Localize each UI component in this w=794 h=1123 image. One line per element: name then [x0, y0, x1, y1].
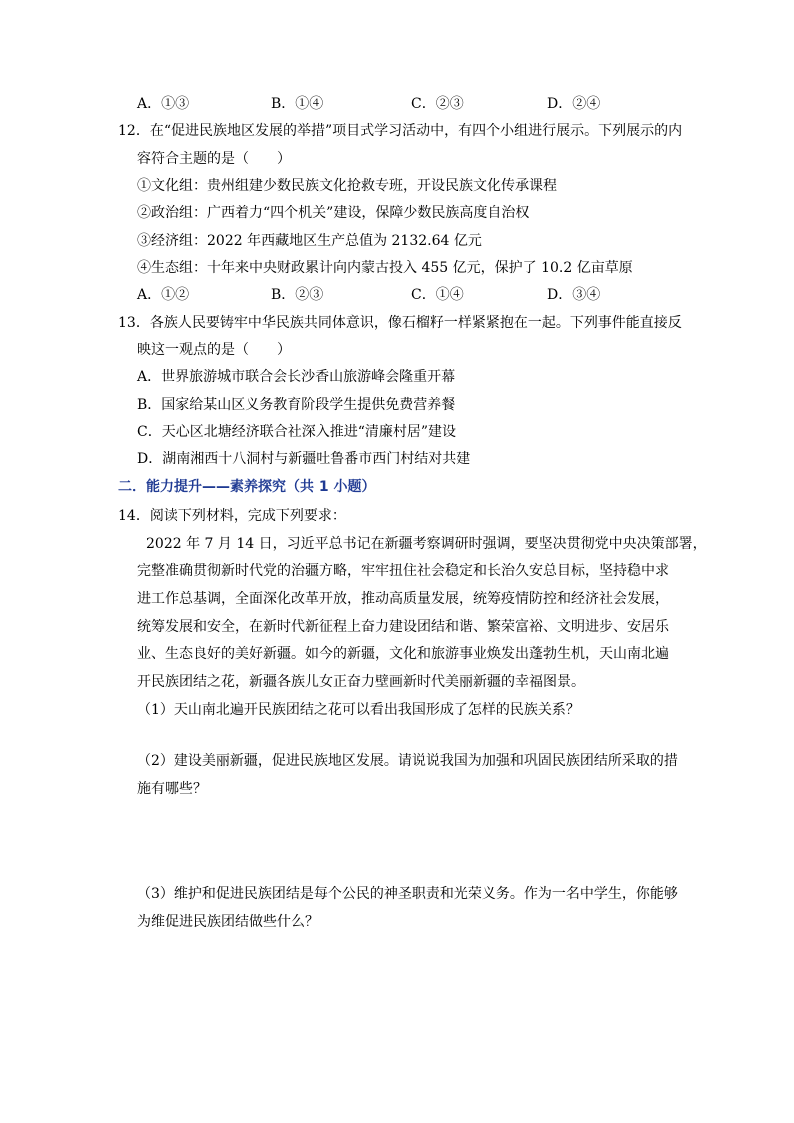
q12-option-b[interactable]: B．②③	[271, 287, 324, 303]
q13-stem: 13．各族人民要铸牢中华民族共同体意识，像石榴籽一样紧紧抱在一起。下列事件能直接反	[118, 315, 682, 331]
q11-option-a[interactable]: A．①③	[137, 96, 190, 112]
q12-option-c[interactable]: C．①④	[411, 287, 464, 303]
q12-item-4: ④生态组：十年来中央财政累计向内蒙古投入 455 亿元，保护了 10.2 亿亩草原	[137, 260, 633, 276]
q13-option-d[interactable]: D．湖南湘西十八洞村与新疆吐鲁番市西门村结对共建	[137, 451, 471, 467]
q13-stem-cont: 映这一观点的是（ ）	[137, 342, 291, 358]
q13-option-b[interactable]: B．国家给某山区义务教育阶段学生提供免费营养餐	[137, 397, 456, 413]
q14-material-line: 2022 年 7 月 14 日，习近平总书记在新疆考察调研时强调，要坚决贯彻党中央决策部署，	[146, 536, 707, 552]
q12-stem-cont: 容符合主题的是（ ）	[137, 151, 291, 167]
section-heading: 二．能力提升——素养探究（共 1 小题）	[118, 479, 376, 495]
q12-stem: 12．在“促进民族地区发展的举措”项目式学习活动中，有四个小组进行展示。下列展示的内	[118, 123, 683, 139]
q11-option-c[interactable]: C．②③	[411, 96, 464, 112]
q14-material-line: 开民族团结之花，新疆各族儿女正奋力壁画新时代美丽新疆的幸福图景。	[137, 674, 585, 690]
q12-item-2: ②政治组：广西着力“四个机关”建设，保障少数民族高度自治权	[137, 205, 530, 221]
q14-sub-question-3-cont: 为维促进民族团结做些什么？	[137, 914, 319, 930]
q14-material-line: 业、生态良好的美好新疆。如今的新疆，文化和旅游事业焕发出蓬勃生机，天山南北遍	[137, 646, 669, 662]
q14-sub-question-1: （1）天山南北遍开民族团结之花可以看出我国形成了怎样的民族关系？	[137, 702, 580, 718]
q14-stem: 14．阅读下列材料，完成下列要求：	[118, 508, 346, 524]
q14-sub-question-2-cont: 施有哪些？	[137, 781, 207, 797]
q14-sub-question-3: （3）维护和促进民族团结是每个公民的神圣职责和光荣义务。作为一名中学生，你能够	[137, 886, 678, 902]
q13-option-a[interactable]: A．世界旅游城市联合会长沙香山旅游峰会隆重开幕	[137, 369, 456, 385]
q14-sub-question-2: （2）建设美丽新疆，促进民族地区发展。请说说我国为加强和巩固民族团结所采取的措	[137, 753, 678, 769]
q12-option-d[interactable]: D．③④	[547, 287, 601, 303]
q11-option-d[interactable]: D．②④	[547, 96, 601, 112]
q12-item-1: ①文化组：贵州组建少数民族文化抢救专班，开设民族文化传承课程	[137, 178, 557, 194]
q12-item-3: ③经济组：2022 年西藏地区生产总值为 2132.64 亿元	[137, 233, 482, 249]
q12-option-a[interactable]: A．①②	[137, 287, 190, 303]
q11-option-b[interactable]: B．①④	[271, 96, 324, 112]
q14-material-line: 进工作总基调，全面深化改革开放，推动高质量发展，统筹疫情防控和经济社会发展，	[137, 591, 669, 607]
q13-option-c[interactable]: C．天心区北塘经济联合社深入推进“清廉村居”建设	[137, 424, 457, 440]
q14-material-line: 统筹发展和安全，在新时代新征程上奋力建设团结和谐、繁荣富裕、文明进步、安居乐	[137, 619, 669, 635]
q14-material-line: 完整准确贯彻新时代党的治疆方略，牢牢扭住社会稳定和长治久安总目标，坚持稳中求	[137, 563, 669, 579]
